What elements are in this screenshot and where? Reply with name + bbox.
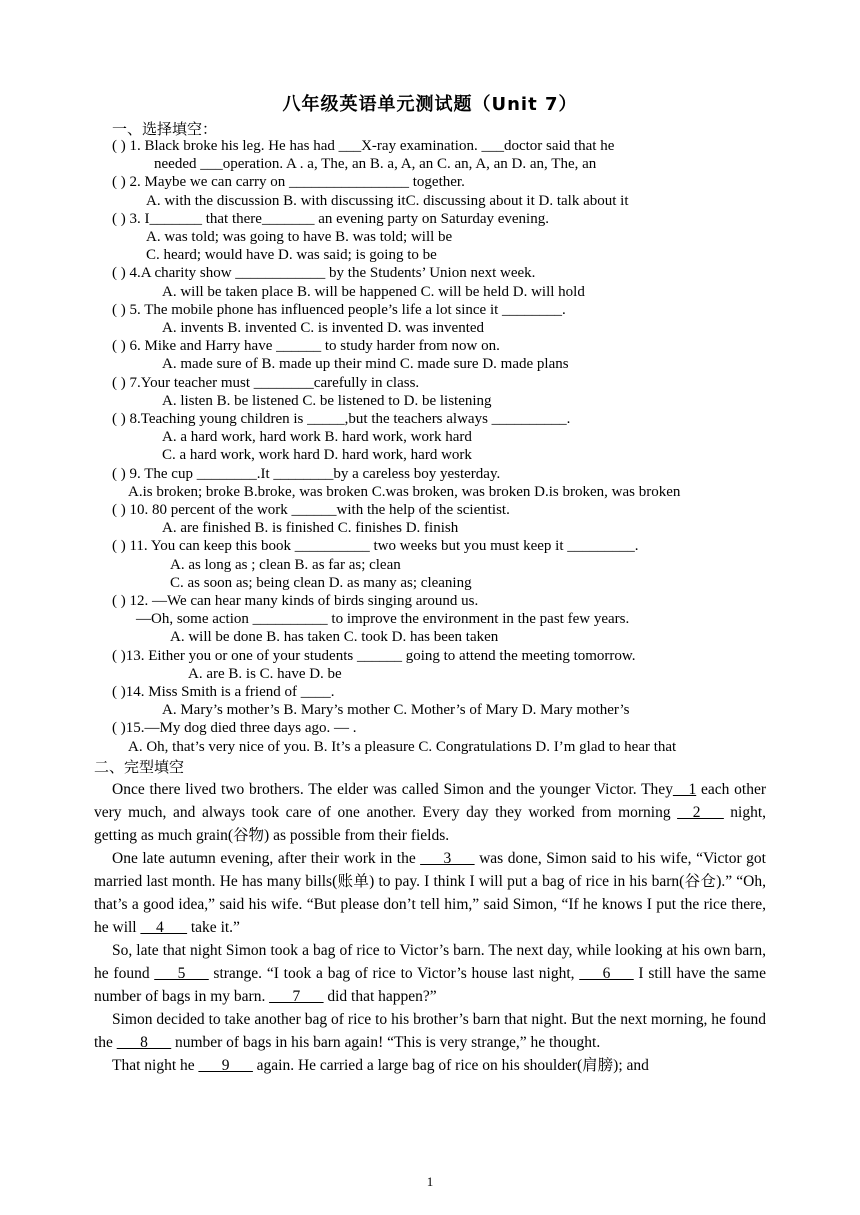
page-number: 1 [426, 1174, 434, 1189]
question-options: A. made sure of B. made up their mind C. made sure D. made plans [162, 356, 569, 373]
passage-paragraph [94, 847, 766, 939]
passage-paragraph [94, 1008, 766, 1054]
passage-paragraph [94, 939, 766, 1008]
passage-text: So, late that night Simon took a bag of rice to Victor’s barn. The next day, while looking at his own barn, he found [94, 942, 766, 982]
passage-text: Once there lived two brothers. The elder was called Simon and the younger Victor. They [112, 781, 673, 798]
passage-paragraph [94, 1054, 766, 1077]
cloze-passage [94, 778, 766, 1077]
question-stem: ( ) 11. You can keep this book __________ two weeks but you must keep it _________. [112, 538, 639, 555]
question-options: A. listen B. be listened C. be listened to D. be listening [162, 392, 492, 409]
cloze-blank: __1 [672, 781, 697, 798]
question-options: C. heard; would have D. was said; is going to be [146, 247, 437, 264]
question-options: A. are finished B. is finished C. finishes D. finish [162, 520, 459, 537]
passage-text: did that happen?” [323, 988, 437, 1005]
passage-text: take it.” [187, 919, 240, 936]
question-options: A. invents B. invented C. is invented D. was invented [162, 320, 485, 336]
section-heading-choice: 一、选择填空： [112, 120, 218, 138]
cloze-blank: __4___ [140, 919, 187, 936]
question-stem: ( )14. Miss Smith is a friend of ____. [112, 684, 335, 700]
question-stem: ( ) 3. I_______ that there_______ an evening party on Saturday evening. [112, 210, 549, 227]
question-stem: ( ) 1. Black broke his leg. He has had ___X-ray examination. ___doctor said that he [112, 138, 615, 154]
question-options: —Oh, some action __________ to improve the environment in the past few years. [136, 611, 630, 628]
passage-paragraph [94, 778, 766, 847]
passage-text: night, getting as much grain(谷物) as possible from their fields. [94, 804, 766, 844]
cloze-blank: ___7___ [269, 988, 324, 1005]
question-stem: ( ) 12. —We can hear many kinds of birds singing around us. [112, 593, 479, 609]
cloze-blank: __2___ [677, 804, 724, 821]
question-options: C. a hard work, work hard D. hard work, hard work [162, 447, 472, 464]
question-stem: ( ) 7.Your teacher must ________carefully in class. [112, 374, 420, 391]
question-options: A. will be taken place B. will be happened C. will be held D. will hold [162, 283, 585, 300]
question-stem: ( ) 4.A charity show ____________ by the Students’ Union next week. [112, 265, 536, 282]
question-options: A. Oh, that’s very nice of you. B. It’s a pleasure C. Congratulations D. I’m glad to hear that [128, 738, 677, 755]
passage-text: One late autumn evening, after their work in the [112, 850, 421, 867]
passage-text: strange. “I took a bag of rice to Victor’s house last night, [208, 965, 580, 982]
question-options: A. as long as ; clean B. as far as; clean [170, 556, 401, 573]
question-stem: ( ) 2. Maybe we can carry on ________________ together. [112, 174, 465, 191]
question-options: A. a hard work, hard work B. hard work, work hard [162, 429, 472, 446]
question-stem: ( ) 9. The cup ________.It ________by a careless boy yesterday. [112, 465, 501, 482]
passage-text: number of bags in his barn again! “This is very strange,” he thought. [171, 1034, 601, 1051]
passage-text: again. He carried a large bag of rice on his shoulder(肩膀); and [252, 1057, 649, 1074]
passage-text: That night he [112, 1057, 199, 1074]
question-stem: ( ) 8.Teaching young children is _____,but the teachers always __________. [112, 411, 571, 427]
question-options: A.is broken; broke B.broke, was broken C.was broken, was broken D.is broken, was broken [128, 483, 681, 500]
question-options: C. as soon as; being clean D. as many as; cleaning [170, 574, 472, 591]
page-title: 八年级英语单元测试题（Unit 7） [282, 94, 578, 115]
question-options: A. with the discussion B. with discussing itC. discussing about it D. talk about it [146, 192, 629, 209]
question-stem: ( ) 6. Mike and Harry have ______ to study harder from now on. [112, 338, 500, 355]
cloze-blank: ___5___ [154, 965, 209, 982]
question-stem: ( ) 5. The mobile phone has influenced people’s life a lot since it ________. [112, 301, 566, 318]
cloze-blank: ___6___ [579, 965, 634, 982]
question-stem: ( ) 10. 80 percent of the work ______with the help of the scientist. [112, 502, 510, 518]
question-options: A. was told; was going to have B. was told; will be [146, 229, 453, 245]
passage-text: I still have the same number of bags in my barn. [94, 965, 766, 1005]
cloze-blank: ___8___ [116, 1034, 172, 1051]
question-stem: ( )15.—My dog died three days ago. — . [112, 720, 357, 737]
cloze-blank: ___3___ [420, 850, 475, 867]
question-options: needed ___operation. A . a, The, an B. a, A, an C. an, A, an D. an, The, an [154, 156, 597, 173]
question-options: A. are B. is C. have D. be [188, 665, 342, 682]
question-options: A. Mary’s mother’s B. Mary’s mother C. Mother’s of Mary D. Mary mother’s [162, 702, 630, 719]
cloze-blank: ___9___ [198, 1057, 253, 1074]
passage-text: Simon decided to take another bag of rice to his brother’s barn that night. But the next morning, he found the [94, 1011, 766, 1051]
passage-text: was done, Simon said to his wife, “Victor got married last month. He has many bills(账单) to pay. I think I will put a bag of rice in his barn(谷仓).” “Oh, that’s a good idea,” said his wife. “But please don’t tell him,” said Simon, “If he knows I put the rice there, he will [94, 850, 766, 936]
section-heading-cloze: 二、完型填空 [94, 758, 185, 776]
question-options: A. will be done B. has taken C. took D. has been taken [170, 629, 499, 646]
question-stem: ( )13. Either you or one of your students ______ going to attend the meeting tomorrow. [112, 647, 636, 664]
passage-text: each other very much, and always took care of one another. Every day they worked from morning [94, 781, 766, 821]
